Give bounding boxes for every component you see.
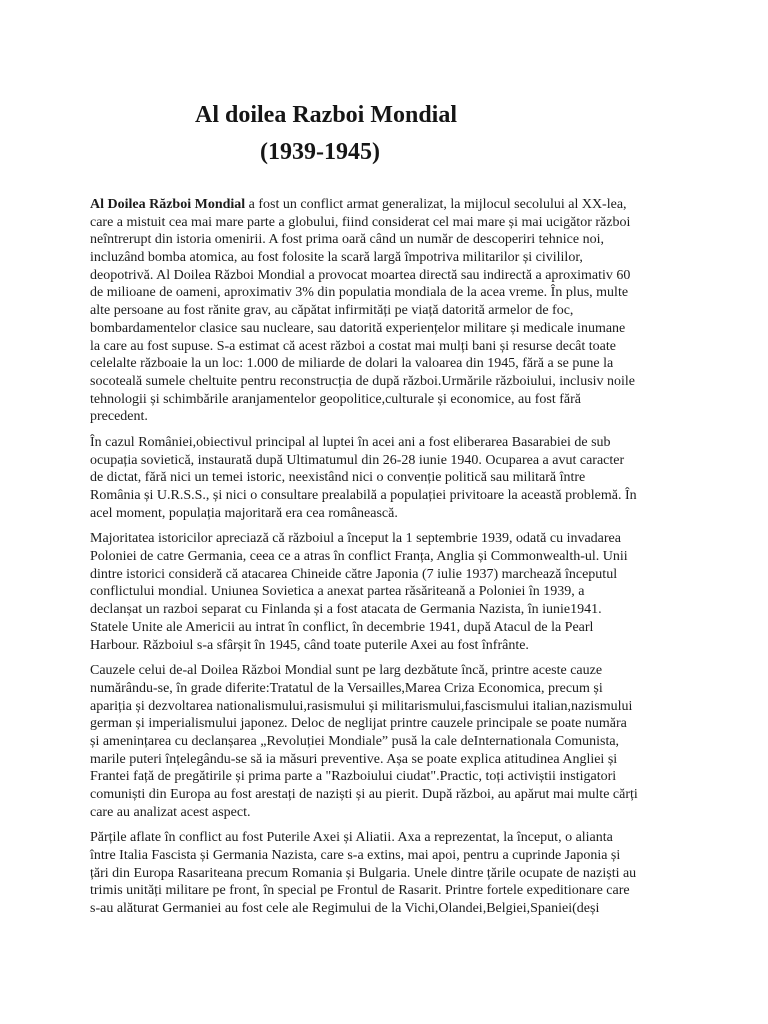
text-line: trimis unități militare pe front, în special pe Frontul de Rasarit. Printre fortele expeditionare care xyxy=(90,883,630,899)
text-line: și amenințarea cu declanșarea „Revoluției Mondiale” pusă la cale deInternationala Comunista, xyxy=(90,733,620,749)
text-line: celelalte războaie la un loc: 1.000 de miliarde de dolari la valoarea din 1945, fără a se pune la xyxy=(90,356,614,372)
text-line: țări din Europa Rasariteana precum Romania și Bulgaria. Unele dintre țările ocupate de naziști au xyxy=(90,865,637,881)
text-line: german și imperialismului japonez. Deloc de neglijat printre cauzele principale se poate număra xyxy=(90,716,627,732)
text-line: În cazul României,obiectivul principal al luptei în acei ani a fost eliberarea Basarabiei de sub xyxy=(90,434,611,450)
text-line: de milioane de oameni, aproximativ 3% din populatia mondiala de la acea vreme. În plus, multe xyxy=(90,285,629,301)
text-line: numărându-se, în grade diferite:Tratatul de la Versailles,Marea Criza Economica, precum și xyxy=(90,680,603,696)
text-line: la care au fost supuse. S-a estimat că acest război a costat mai mulți bani și resurse decât toate xyxy=(90,338,616,354)
text-line: precedent. xyxy=(90,409,148,425)
document-title: Al doilea Razboi Mondial xyxy=(195,102,458,128)
document-body xyxy=(90,196,690,918)
text-line: Majoritatea istoricilor apreciază că războiul a început la 1 septembrie 1939, odată cu invadarea xyxy=(90,531,621,547)
text-line: conflictului mondial. Uniunea Sovietica a anexat partea răsăriteană a Poloniei în 1939, a xyxy=(90,584,585,600)
text-line: Cauzele celui de-al Doilea Război Mondial sunt pe larg dezbătute încă, printre aceste cauze xyxy=(90,663,603,679)
text-line: dintre istorici consideră că atacarea Chineide către Japonia (7 iulie 1937) marchează începutul xyxy=(90,566,618,582)
paragraph xyxy=(90,530,690,654)
text-line: ocupația sovietică, instaurată după Ultimatumul din 26-28 iunie 1940. Ocuparea a avut caracter xyxy=(90,452,625,468)
paragraph xyxy=(90,829,690,917)
bold-lead: Al Doilea Război Mondial xyxy=(90,197,246,212)
text-line: acel moment, populația majoritară era cea românească. xyxy=(90,505,398,521)
text-line: România și U.R.S.S., și nici o consultare prealabilă a populației privitoare la această problemă. În xyxy=(90,488,637,503)
text-line-rest: a fost un conflict armat generalizat, la mijlocul secolului al XX-lea, xyxy=(248,197,627,212)
text-line: s-au alăturat Germaniei au fost cele ale Regimului de la Vichi,Olandei,Belgiei,Spaniei(deși xyxy=(90,901,600,917)
text-line: care au analizat acest aspect. xyxy=(90,804,251,820)
text-line: Statele Unite ale Americii au intrat în conflict, în decembrie 1941, după Atacul de la Pearl xyxy=(90,619,594,635)
paragraph xyxy=(90,196,690,426)
text-line: care a mistuit cea mai mare parte a globului, fiind considerat cel mai mare și mai ucigător război xyxy=(90,214,631,230)
document-subtitle: (1939-1945) xyxy=(260,139,380,165)
text-line: incluzând bomba atomica, au fost folosite la scară largă împotriva militarilor și civililor, xyxy=(90,250,583,266)
text-line: Frantei față de pregătirile și prima parte a "Razboiului ciudat".Practic, toți activiștii instigatori xyxy=(90,769,617,785)
text-line: tehnologii și schimbările aranjamentelor geopolitice,culturale și economice, au fost fără xyxy=(90,391,581,407)
paragraph xyxy=(90,434,690,522)
text-line: Harbour. Războiul s-a sfârșit în 1945, când toate puterile Axei au fost înfrânte. xyxy=(90,637,529,653)
text-line: deopotrivă. Al Doilea Război Mondial a provocat moartea directă sau indirectă a aproximativ 60 xyxy=(90,267,631,283)
text-line: de dictat, fără nici un temei istoric, neexistând nici o convenție politică sau militară între xyxy=(90,470,586,486)
paragraph xyxy=(90,662,690,821)
text-line: alte persoane au fost rănite grav, au căpătat infirmități pe viață datorită armelor de foc, xyxy=(90,303,574,319)
text-line: Poloniei de catre Germania, ceea ce a atras în conflict Franța, Anglia și Commonwealth-ul. Unii xyxy=(90,549,628,565)
text-line: declanșat un razboi separat cu Finlanda și a fost atacata de Germania Nazista, în iunie1941. xyxy=(90,602,602,618)
text-line: între Italia Fascista și Germania Nazista, care s-a extins, mai apoi, pentru a cuprinde Japonia și xyxy=(90,848,621,864)
text-line: neîntrerupt din istoria omenirii. A fost prima oară când un număr de descoperiri tehnice noi, xyxy=(90,232,604,248)
text-line xyxy=(90,196,690,214)
text-line: marile puteri înțelegându-se să ia măsuri preventive. Așa se poate explica atitudinea Angliei și xyxy=(90,751,618,767)
text-line: socoteală sumele cheltuite pentru reconstrucția de după război.Urmările războiului, inclusiv noile xyxy=(90,373,636,389)
text-line: Părțile aflate în conflict au fost Puterile Axei și Aliatii. Axa a reprezentat, la început, o alianta xyxy=(90,830,613,846)
text-line: comuniști din Europa au fost arestați de naziști și au pierit. După război, au apărut mai multe cărți xyxy=(90,787,638,802)
text-line: apariția și dezvoltarea nationalismului,rasismului și militarismului,fascismului italian,nazismului xyxy=(90,698,633,714)
text-line: bombardamentelor clasice sau nucleare, sau datorită experiențelor militare și medicale inumane xyxy=(90,320,626,336)
